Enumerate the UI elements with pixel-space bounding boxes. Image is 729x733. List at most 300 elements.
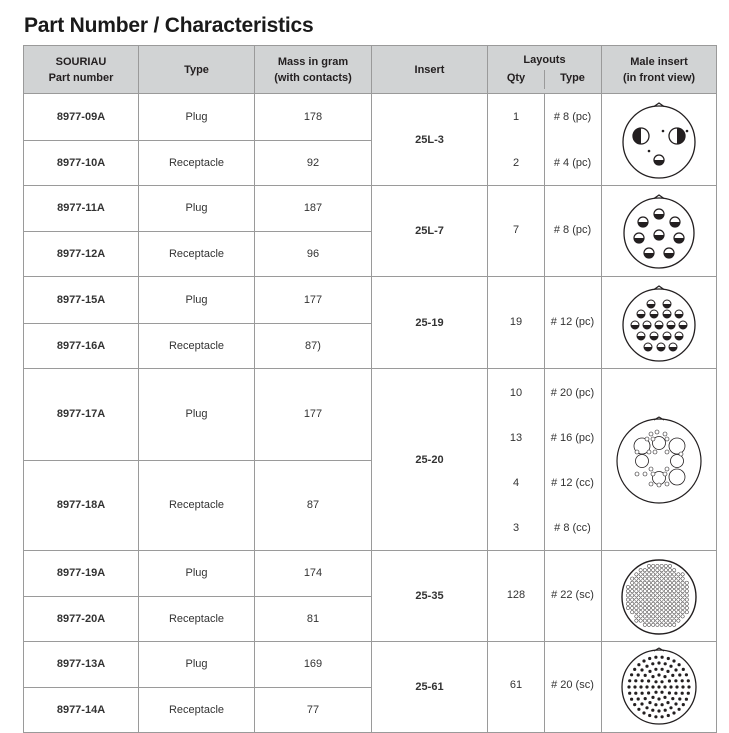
male-insert-diagram-cell	[602, 94, 717, 186]
contact-pin	[660, 590, 663, 593]
contact-pin	[652, 606, 655, 609]
contact-pin	[673, 611, 676, 614]
contact-pin	[648, 714, 651, 717]
contact-pin	[685, 585, 688, 588]
contact-pin	[660, 569, 663, 572]
contact-pin	[652, 577, 655, 580]
contact-pin	[664, 564, 667, 567]
contact-pin	[663, 685, 666, 688]
layout-qty: 4	[512, 477, 520, 489]
contact-pin	[635, 598, 638, 601]
page-title: Part Number / Characteristics	[24, 14, 314, 37]
contact-pin	[647, 564, 650, 567]
contact-pin	[664, 598, 667, 601]
insert-cell: 25L-7	[372, 186, 488, 277]
layout-type: # 12 (pc)	[550, 316, 595, 328]
part-number-cell: 8977-17A	[24, 369, 139, 461]
contact-pin	[668, 691, 671, 694]
contact-pin	[635, 611, 638, 614]
layouts-cell	[488, 642, 602, 733]
contact-pin	[661, 715, 664, 718]
type-cell: Plug	[139, 277, 255, 324]
contact-pin	[685, 602, 688, 605]
contact-pin	[628, 692, 631, 695]
contact-pin	[643, 569, 646, 572]
contact-pin	[664, 606, 667, 609]
contact-pin	[643, 611, 646, 614]
contact-pin	[673, 594, 676, 597]
contact-pin	[665, 482, 669, 486]
contact-pin	[635, 619, 638, 622]
contact-pin	[647, 573, 650, 576]
contact-pin	[643, 581, 646, 584]
contact-pin	[663, 675, 666, 678]
contact-pin	[642, 659, 645, 662]
contact-pin	[663, 472, 667, 476]
contact-pin	[652, 623, 655, 626]
contact-pin	[639, 602, 642, 605]
contact-pin	[668, 606, 671, 609]
contact-pin	[657, 483, 661, 487]
contact-pin	[642, 711, 645, 714]
contact-pin	[685, 598, 688, 601]
contact-pin	[645, 685, 648, 688]
contact-pin	[631, 598, 634, 601]
contact-pin	[652, 598, 655, 601]
contact-pin	[637, 708, 640, 711]
contact-pin	[635, 472, 639, 476]
contact-pin	[664, 569, 667, 572]
contact-pin	[682, 668, 685, 671]
contact-pin	[654, 680, 657, 683]
layout-qty: 2	[512, 157, 520, 169]
contact-pin	[651, 662, 654, 665]
contact-pin	[663, 432, 667, 436]
contact-pin	[656, 606, 659, 609]
contact-pin	[667, 657, 670, 660]
contact-pin	[656, 585, 659, 588]
contact-pin	[672, 711, 675, 714]
contact-pin	[678, 663, 681, 666]
type-cell: Receptacle	[139, 231, 255, 277]
contact-pin	[660, 611, 663, 614]
contact-pin	[644, 697, 647, 700]
contact-pin	[647, 619, 650, 622]
header-male-line1: Male insert	[630, 55, 688, 68]
layouts-cell	[488, 186, 602, 277]
contact-pin	[657, 697, 660, 700]
header-layouts	[488, 46, 602, 94]
contact-pin	[649, 482, 653, 486]
contact-pin	[640, 702, 643, 705]
contact-pin	[631, 585, 634, 588]
contact-pin	[626, 606, 629, 609]
contact-pin	[651, 696, 654, 699]
contact-pin	[668, 564, 671, 567]
header-type: Type	[139, 46, 255, 94]
contact-pin	[639, 573, 642, 576]
contact-pin	[643, 594, 646, 597]
contact-pin	[635, 590, 638, 593]
contact-pin	[643, 585, 646, 588]
contact-pin	[679, 452, 683, 456]
layout-type: # 8 (cc)	[554, 522, 591, 534]
contact-pin	[661, 668, 664, 671]
contact-pin	[643, 606, 646, 609]
contact-pin	[651, 675, 654, 678]
contact-pin	[644, 674, 647, 677]
contact-pin	[668, 602, 671, 605]
type-cell: Plug	[139, 186, 255, 232]
contact-pin	[655, 430, 659, 434]
contact-pin	[656, 623, 659, 626]
contact-pin	[633, 668, 636, 671]
contact-pin	[664, 577, 667, 580]
contact-pin	[626, 594, 629, 597]
contact-pin	[648, 701, 651, 704]
contact-pin	[681, 573, 684, 576]
contact-pin	[654, 668, 657, 671]
contact-pin	[647, 585, 650, 588]
contact-pin	[635, 573, 638, 576]
contact-pin	[651, 685, 654, 688]
contact-pin	[681, 598, 684, 601]
contact-pin	[635, 602, 638, 605]
table-header-row	[24, 46, 717, 94]
part-number-cell: 8977-16A	[24, 323, 139, 369]
contact-pin	[649, 467, 653, 471]
header-part-line1: SOURIAU	[55, 55, 107, 68]
contact-pin	[664, 581, 667, 584]
contact-pin	[652, 611, 655, 614]
table-row	[24, 369, 717, 461]
contact-pin	[667, 714, 670, 717]
contact-pin	[651, 709, 654, 712]
contact-pin	[647, 611, 650, 614]
contact-pin	[656, 577, 659, 580]
contact-pin	[637, 663, 640, 666]
contact-pin	[656, 598, 659, 601]
contact-pin	[635, 450, 639, 454]
contact-pin	[668, 594, 671, 597]
layout-qty: 128	[506, 589, 526, 601]
contact-pin	[647, 594, 650, 597]
layout-qty: 13	[509, 432, 523, 444]
contact-pin	[664, 619, 667, 622]
header-male-insert	[602, 46, 717, 94]
contact-pin	[654, 703, 657, 706]
type-cell: Plug	[139, 551, 255, 597]
layout-type: # 20 (pc)	[550, 387, 595, 399]
contact-pin	[647, 615, 650, 618]
contact-pin	[673, 619, 676, 622]
contact-pin	[653, 450, 657, 454]
contact-pin	[654, 656, 657, 659]
header-insert: Insert	[372, 46, 488, 94]
mass-cell: 169	[255, 642, 372, 688]
contact-pin	[673, 585, 676, 588]
table-row	[24, 186, 717, 232]
mass-cell: 87	[255, 460, 372, 551]
mass-cell: 174	[255, 551, 372, 597]
insert-25-61-diagram	[617, 645, 701, 729]
contact-pin	[656, 590, 659, 593]
contact-pin	[672, 659, 675, 662]
contact-pin	[639, 611, 642, 614]
contact-pin	[631, 581, 634, 584]
contact-pin	[639, 590, 642, 593]
contact-pin	[635, 581, 638, 584]
contact-pin	[631, 594, 634, 597]
contact-pin	[665, 467, 669, 471]
type-cell: Plug	[139, 369, 255, 461]
contact-pin	[678, 697, 681, 700]
contact-pin	[626, 598, 629, 601]
contact-pin	[631, 577, 634, 580]
contact-pin	[647, 450, 651, 454]
contact-pin	[639, 615, 642, 618]
mass-cell: 96	[255, 231, 372, 277]
table-row	[24, 642, 717, 688]
contact-pin	[643, 573, 646, 576]
contact-pin	[627, 685, 630, 688]
contact-pin	[677, 573, 680, 576]
part-number-cell: 8977-13A	[24, 642, 139, 688]
type-cell: Receptacle	[139, 323, 255, 369]
type-cell: Receptacle	[139, 140, 255, 186]
contact-pin	[674, 702, 677, 705]
contact-pin	[660, 680, 663, 683]
contact-pin	[652, 573, 655, 576]
contact-pin	[673, 606, 676, 609]
contact-pin	[673, 573, 676, 576]
contact-pin	[669, 685, 672, 688]
contact-pin	[681, 692, 684, 695]
contact-pin	[685, 698, 688, 701]
contact-pin	[677, 619, 680, 622]
contact-pin	[674, 668, 677, 671]
contact-pin	[678, 673, 681, 676]
contact-pin	[668, 590, 671, 593]
part-number-cell: 8977-09A	[24, 94, 139, 141]
contact-pin	[635, 594, 638, 597]
contact-pin	[656, 619, 659, 622]
contact-pin	[660, 581, 663, 584]
part-number-cell: 8977-15A	[24, 277, 139, 324]
contact-pin	[651, 472, 655, 476]
layout-type: # 12 (cc)	[551, 477, 594, 489]
contact-pin	[664, 590, 667, 593]
layout-type: # 4 (pc)	[553, 157, 592, 169]
contact-pin	[652, 569, 655, 572]
layouts-cell	[488, 277, 602, 369]
contact-pin	[652, 581, 655, 584]
contact-pin	[656, 611, 659, 614]
insert-25l-7-diagram	[619, 191, 699, 271]
layout-qty: 1	[512, 111, 520, 123]
male-insert-diagram-cell	[602, 369, 717, 551]
contact-pin	[673, 581, 676, 584]
contact-pin	[652, 615, 655, 618]
contact-pin	[664, 573, 667, 576]
part-number-cell: 8977-11A	[24, 186, 139, 232]
contact-pin	[666, 701, 669, 704]
contact-pin	[647, 691, 650, 694]
contact-pin	[656, 573, 659, 576]
contact-pin	[660, 602, 663, 605]
contact-pin	[673, 590, 676, 593]
contact-pin	[630, 673, 633, 676]
contact-pin	[641, 679, 644, 682]
contact-pin	[685, 673, 688, 676]
contact-pin	[626, 585, 629, 588]
contact-pin	[668, 569, 671, 572]
contact-pin	[668, 615, 671, 618]
contact-pin	[681, 581, 684, 584]
male-insert-diagram-cell	[602, 642, 717, 733]
contact-pin	[660, 619, 663, 622]
contact-pin	[639, 598, 642, 601]
contact-pin	[645, 706, 648, 709]
header-part-number	[24, 46, 139, 94]
contact-pin	[660, 691, 663, 694]
contact-pin	[668, 623, 671, 626]
contact-pin	[669, 706, 672, 709]
contact-pin	[677, 590, 680, 593]
contact-pin	[664, 709, 667, 712]
contact-pin	[677, 585, 680, 588]
contact-pin	[665, 437, 669, 441]
contact-pin	[652, 590, 655, 593]
table-row	[24, 551, 717, 597]
insert-25-19-diagram	[618, 282, 700, 364]
type-cell: Receptacle	[139, 460, 255, 551]
contact-pin	[677, 594, 680, 597]
contact-pin	[626, 602, 629, 605]
contact-pin	[635, 606, 638, 609]
contact-pin	[660, 564, 663, 567]
contact-pin	[682, 703, 685, 706]
type-cell: Plug	[139, 642, 255, 688]
contact-pin	[631, 590, 634, 593]
contact-pin	[634, 692, 637, 695]
contact-pin	[657, 673, 660, 676]
contact-pin	[660, 606, 663, 609]
insert-cell: 25-20	[372, 369, 488, 551]
contact-pin	[660, 623, 663, 626]
header-part-line2: Part number	[48, 71, 114, 84]
layout-qty: 3	[512, 522, 520, 534]
contact-pin	[681, 685, 684, 688]
contact-pin	[647, 581, 650, 584]
contact-pin	[643, 598, 646, 601]
contact-pin	[685, 606, 688, 609]
contact-pin	[657, 661, 660, 664]
contact-pin	[674, 679, 677, 682]
part-number-cell: 8977-14A	[24, 687, 139, 733]
mass-cell: 177	[255, 277, 372, 324]
contact-pin	[673, 615, 676, 618]
contact-pin	[656, 594, 659, 597]
header-layouts-label: Layouts	[523, 54, 566, 66]
contact-pin	[652, 602, 655, 605]
contact-pin	[631, 606, 634, 609]
contact-pin	[635, 615, 638, 618]
contact-pin	[656, 564, 659, 567]
contact-pin	[635, 585, 638, 588]
contact-pin	[673, 598, 676, 601]
contact-pin	[687, 685, 690, 688]
contact-pin	[647, 590, 650, 593]
contact-pin	[660, 594, 663, 597]
insert-cell: 25L-3	[372, 94, 488, 186]
contact-pin	[656, 569, 659, 572]
contact-pin	[633, 703, 636, 706]
contact-pin	[681, 615, 684, 618]
layouts-cell	[488, 551, 602, 642]
contact-pin	[674, 692, 677, 695]
contact-pin	[631, 602, 634, 605]
contact-pin	[673, 602, 676, 605]
layout-type: # 8 (pc)	[553, 224, 592, 236]
contact-pin	[660, 577, 663, 580]
contact-pin	[637, 697, 640, 700]
part-number-cell: 8977-12A	[24, 231, 139, 277]
contact-pin	[639, 569, 642, 572]
contact-pin	[661, 703, 664, 706]
contact-pin	[668, 585, 671, 588]
contact-pin	[657, 685, 660, 688]
contact-pin	[634, 679, 637, 682]
part-number-cell: 8977-19A	[24, 551, 139, 597]
header-male-line2: (in front view)	[622, 71, 696, 84]
contact-pin	[656, 581, 659, 584]
contact-pin	[663, 696, 666, 699]
table-row	[24, 94, 717, 141]
contact-pin	[681, 611, 684, 614]
layouts-cell	[488, 369, 602, 551]
mass-cell: 187	[255, 186, 372, 232]
type-cell: Receptacle	[139, 596, 255, 642]
insert-25-35-diagram	[617, 554, 701, 638]
contact-pin	[643, 472, 647, 476]
contact-pin	[669, 665, 672, 668]
contact-pin	[639, 594, 642, 597]
contact-pin	[643, 619, 646, 622]
contact-pin	[656, 602, 659, 605]
contact-pin	[660, 585, 663, 588]
header-layout-type: Type	[560, 72, 585, 84]
header-mass-line1: Mass in gram	[277, 55, 349, 68]
mass-cell: 77	[255, 687, 372, 733]
contact-pin	[647, 569, 650, 572]
part-number-cell: 8977-10A	[24, 140, 139, 186]
header-qty: Qty	[506, 72, 526, 84]
contact-pin	[647, 679, 650, 682]
mass-cell: 177	[255, 369, 372, 461]
contact-pin	[648, 670, 651, 673]
contact-pin	[656, 615, 659, 618]
layout-type: # 20 (sc)	[551, 679, 594, 691]
layout-qty: 61	[509, 679, 523, 691]
contact-pin	[664, 585, 667, 588]
contact-pin	[645, 437, 649, 441]
contact-pin	[652, 619, 655, 622]
contact-pin	[639, 619, 642, 622]
contact-pin	[628, 679, 631, 682]
contact-pin	[633, 685, 636, 688]
contact-pin	[668, 577, 671, 580]
